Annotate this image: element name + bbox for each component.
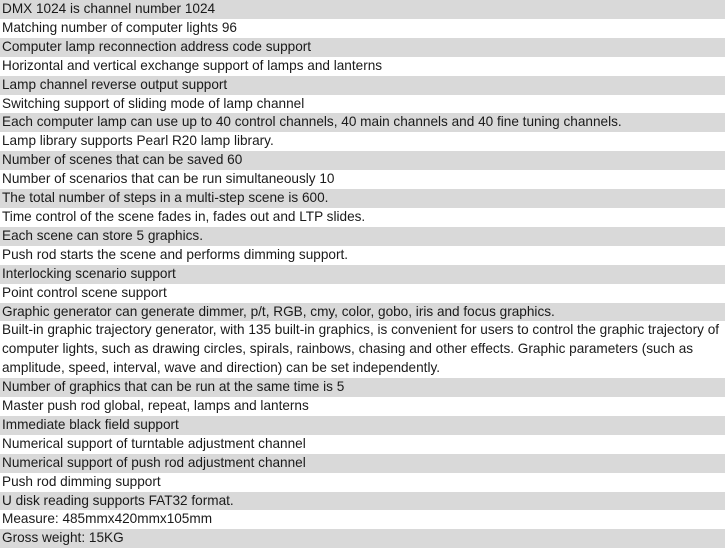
spec-row: Horizontal and vertical exchange support of lamps and lanterns xyxy=(0,57,725,76)
spec-row: Gross weight: 15KG xyxy=(0,529,725,548)
spec-row: Lamp library supports Pearl R20 lamp library. xyxy=(0,132,725,151)
spec-row: Number of graphics that can be run at the same time is 5 xyxy=(0,378,725,397)
spec-row: Point control scene support xyxy=(0,284,725,303)
spec-row: Number of scenarios that can be run simultaneously 10 xyxy=(0,170,725,189)
spec-row: Built-in graphic trajectory generator, with 135 built-in graphics, is convenient for users to control the graphic trajectory of computer lights, such as drawing circles, spirals, rainbows, chasing and other effects. Graphic parameters (such as amplitude, speed, interval, wave and direction) can be set independently. xyxy=(0,321,725,378)
spec-row: Time control of the scene fades in, fades out and LTP slides. xyxy=(0,208,725,227)
spec-row: Numerical support of turntable adjustment channel xyxy=(0,435,725,454)
spec-row: Each computer lamp can use up to 40 control channels, 40 main channels and 40 fine tuning channels. xyxy=(0,113,725,132)
spec-row: Push rod dimming support xyxy=(0,473,725,492)
spec-row: Numerical support of push rod adjustment channel xyxy=(0,454,725,473)
spec-row: Computer lamp reconnection address code support xyxy=(0,38,725,57)
spec-row: Interlocking scenario support xyxy=(0,265,725,284)
spec-row: The total number of steps in a multi-step scene is 600. xyxy=(0,189,725,208)
spec-row: Master push rod global, repeat, lamps and lanterns xyxy=(0,397,725,416)
spec-row: Measure: 485mmx420mmx105mm xyxy=(0,510,725,529)
spec-row: Each scene can store 5 graphics. xyxy=(0,227,725,246)
spec-row: Lamp channel reverse output support xyxy=(0,76,725,95)
spec-row: DMX 1024 is channel number 1024 xyxy=(0,0,725,19)
spec-row: Immediate black field support xyxy=(0,416,725,435)
spec-row: U disk reading supports FAT32 format. xyxy=(0,492,725,511)
spec-row: Number of scenes that can be saved 60 xyxy=(0,151,725,170)
spec-row: Push rod starts the scene and performs dimming support. xyxy=(0,246,725,265)
spec-row: Switching support of sliding mode of lamp channel xyxy=(0,95,725,114)
spec-row: Matching number of computer lights 96 xyxy=(0,19,725,38)
spec-row: Graphic generator can generate dimmer, p/t, RGB, cmy, color, gobo, iris and focus graphics. xyxy=(0,303,725,322)
